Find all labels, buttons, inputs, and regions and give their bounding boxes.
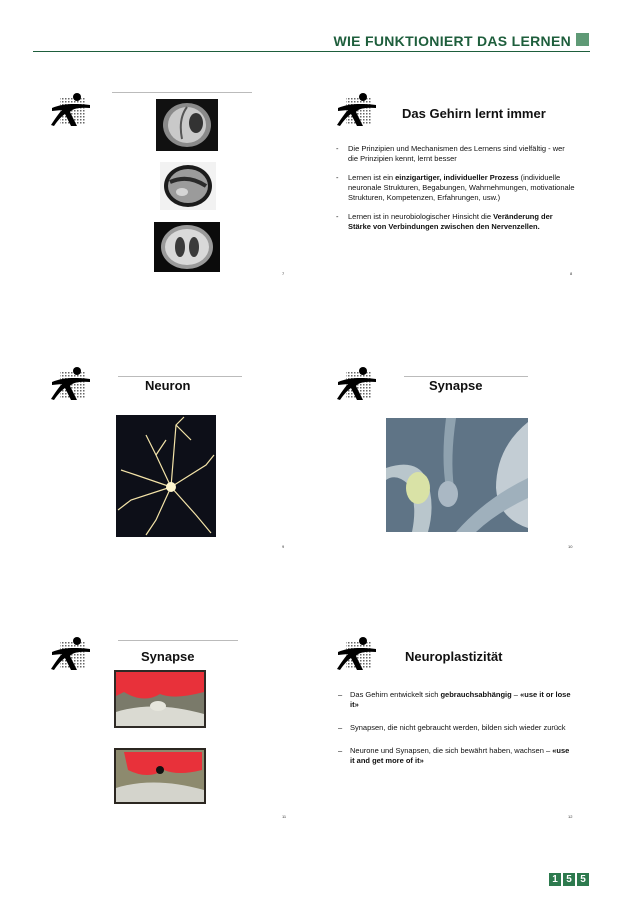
running-figure-logo-icon — [50, 366, 92, 402]
slide-title: Neuron — [145, 378, 191, 393]
running-figure-logo-icon — [336, 366, 378, 402]
synapse-illustration-image — [386, 418, 528, 532]
bullet-list — [338, 690, 574, 775]
running-figure-logo-icon — [50, 636, 92, 672]
brain-scan-image-2 — [160, 162, 216, 210]
header-rule — [33, 51, 590, 52]
running-figure-logo-icon — [50, 92, 92, 128]
slide-number: 11 — [282, 814, 287, 819]
running-figure-logo-icon — [336, 92, 378, 128]
slide-number: 9 — [282, 544, 285, 549]
slide-title: Synapse — [429, 378, 483, 393]
brain-scan-image-3 — [154, 222, 220, 272]
bullet-item: - Die Prinzipien und Mechanismen des Lernens sind vielfältig - wer die Prinzipien kennt, lernt besser — [336, 144, 565, 163]
page-number-digit: 5 — [563, 873, 575, 886]
page-number — [549, 873, 589, 886]
page-number-digit: 1 — [549, 873, 561, 886]
synapse-photo-1 — [114, 670, 206, 728]
bullet-item: – Synapsen, die nicht gebraucht werden, bilden sich wieder zurück — [338, 723, 566, 732]
slide-top-line — [118, 640, 238, 641]
neuron-image — [116, 415, 216, 537]
slide-top-line — [118, 376, 242, 377]
slide-title: Das Gehirn lernt immer — [402, 106, 546, 121]
slide-title: Neuroplastizität — [405, 649, 503, 664]
bullet-list — [336, 144, 576, 241]
bullet-item: – Neurone und Synapsen, die sich bewährt haben, wachsen – «use it and get more of it» — [338, 746, 570, 765]
bullet-item: - Lernen ist in neurobiologischer Hinsicht die Veränderung der Stärke von Verbindungen zwischen den Nervenzellen. — [336, 212, 553, 231]
brain-scan-image-1 — [156, 99, 218, 151]
page-number-digit: 5 — [577, 873, 589, 886]
header-square-icon — [576, 33, 589, 46]
bullet-item: – Das Gehirn entwickelt sich gebrauchsabhängig – «use it or lose it» — [338, 690, 571, 709]
slide-number: 12 — [568, 814, 573, 819]
slide-top-line — [404, 376, 528, 377]
synapse-photo-2 — [114, 748, 206, 804]
page-header-title: WIE FUNKTIONIERT DAS LERNEN — [333, 33, 571, 49]
bullet-item: - Lernen ist ein einzigartiger, individueller Prozess (individuelle neuronale Strukturen, Begabungen, Wahrnehmungen, motivationale Strukturen, Kompetenzen, Erfahrungen, usw.) — [336, 173, 575, 202]
slide-title: Synapse — [141, 649, 195, 664]
running-figure-logo-icon — [336, 636, 378, 672]
slide-number: 10 — [568, 544, 573, 549]
slide-number: 8 — [570, 271, 573, 276]
slide-top-line — [112, 92, 252, 93]
slide-number: 7 — [282, 271, 285, 276]
